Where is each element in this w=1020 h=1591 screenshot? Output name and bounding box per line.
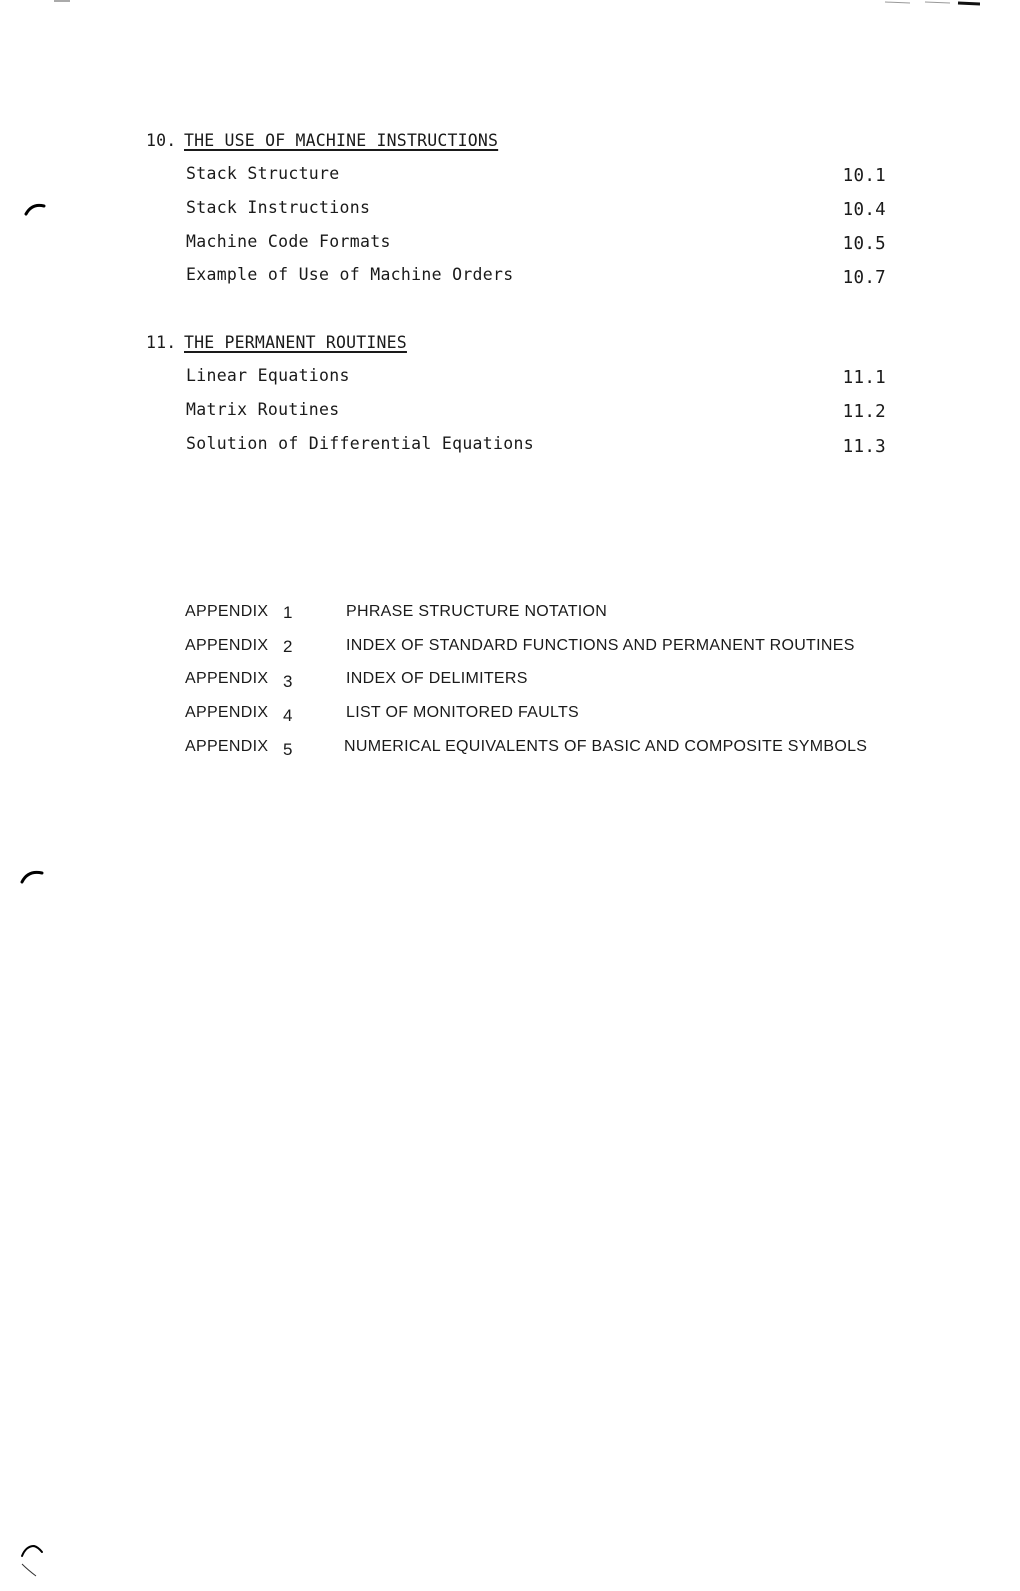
appendix-number: 5	[283, 740, 293, 759]
appendix-word: APPENDIX	[185, 704, 269, 721]
section-number: 11.	[146, 333, 177, 352]
appendix-title: INDEX OF STANDARD FUNCTIONS AND PERMANENT ROUTINES	[346, 637, 855, 654]
toc-entry-page: 10.7	[842, 268, 886, 288]
toc-entry-label: Linear Equations	[186, 366, 350, 385]
toc-entry-label: Stack Structure	[186, 164, 340, 183]
toc-entry-label: Solution of Differential Equations	[186, 434, 534, 453]
toc-entry-page: 10.4	[842, 200, 886, 220]
appendix-title: LIST OF MONITORED FAULTS	[346, 704, 580, 721]
appendix-number: 1	[283, 603, 293, 622]
toc-entry-label: Matrix Routines	[186, 400, 340, 419]
appendix-number: 2	[283, 637, 293, 656]
punch-mark-3	[20, 1540, 46, 1580]
toc-entry-page: 11.3	[842, 437, 886, 457]
toc-entry-label: Machine Code Formats	[186, 232, 391, 251]
appendix-word: APPENDIX	[185, 738, 269, 755]
appendix-title: PHRASE STRUCTURE NOTATION	[346, 603, 608, 620]
appendix-number: 4	[283, 706, 293, 725]
toc-entry-page: 11.1	[842, 368, 886, 388]
toc-entry-page: 11.2	[842, 402, 886, 422]
appendix-word: APPENDIX	[185, 637, 269, 654]
scan-mark-top-line	[54, 0, 70, 4]
scan-mark-top-right	[880, 0, 980, 6]
section-title: THE PERMANENT ROUTINES	[184, 333, 407, 352]
toc-entry-label: Example of Use of Machine Orders	[186, 265, 514, 284]
appendix-word: APPENDIX	[185, 670, 269, 687]
section-10-heading	[146, 131, 498, 150]
toc-entry-page: 10.1	[842, 166, 886, 186]
appendix-number: 3	[283, 672, 293, 691]
section-11-heading	[146, 333, 407, 352]
section-title: THE USE OF MACHINE INSTRUCTIONS	[184, 131, 499, 150]
appendix-title: NUMERICAL EQUIVALENTS OF BASIC AND COMPOSITE SYMBOLS	[344, 738, 868, 755]
toc-entry-label: Stack Instructions	[186, 198, 371, 217]
punch-mark-2	[20, 866, 46, 884]
punch-mark-1	[24, 200, 48, 216]
appendix-title: INDEX OF DELIMITERS	[346, 670, 528, 687]
toc-entry-page: 10.5	[842, 234, 886, 254]
appendix-word: APPENDIX	[185, 603, 269, 620]
section-number: 10.	[146, 131, 177, 150]
